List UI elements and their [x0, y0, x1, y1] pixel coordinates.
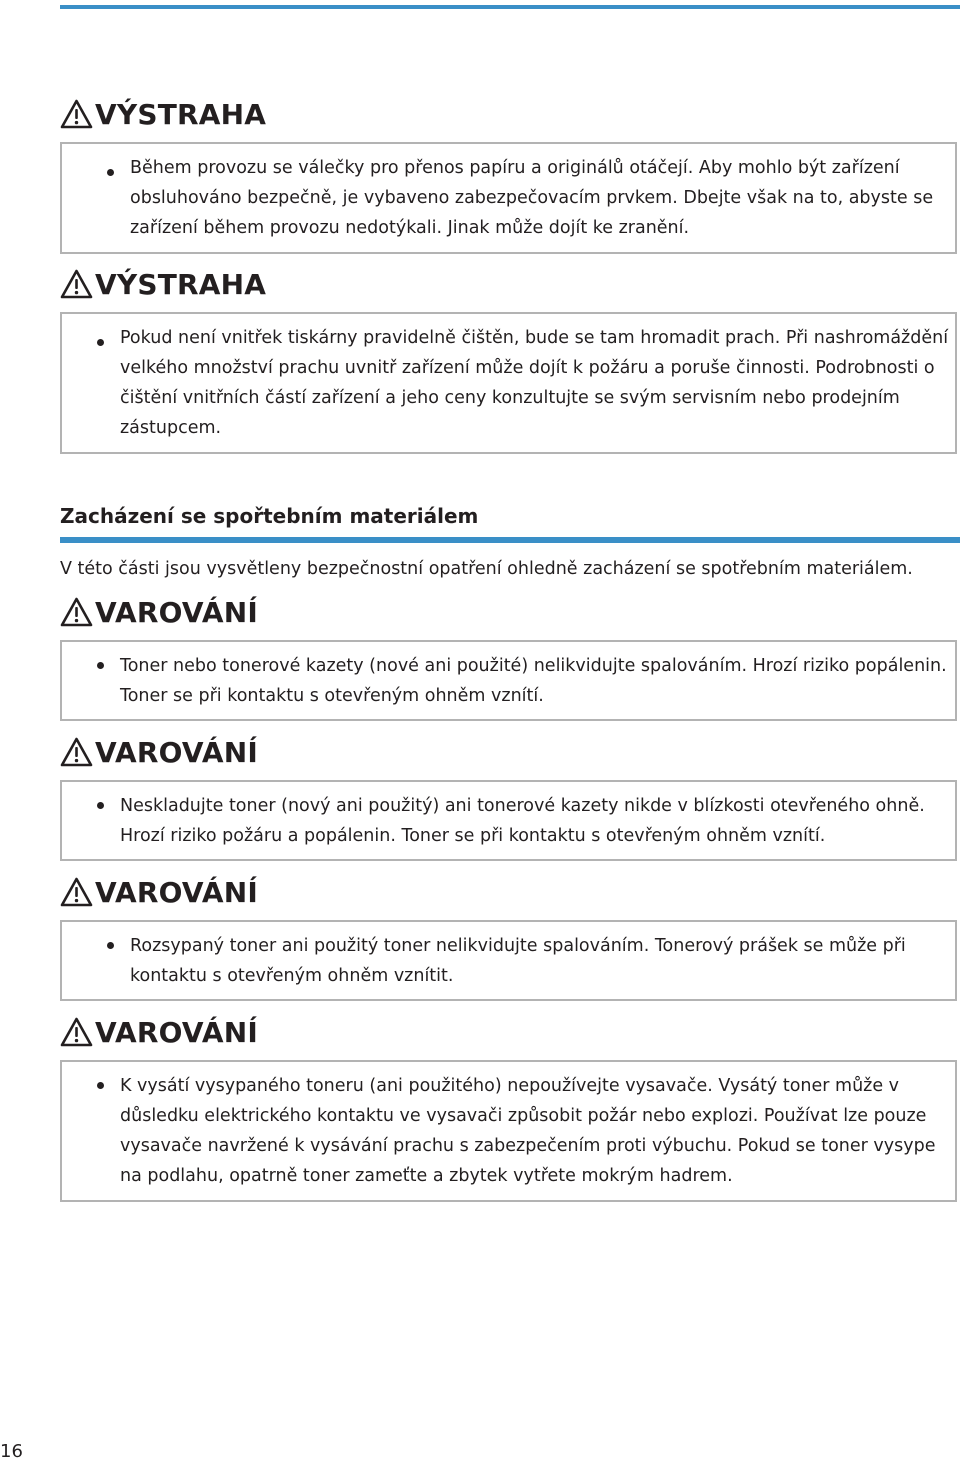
- caution-title: VAROVÁNÍ: [95, 1015, 258, 1049]
- section-heading: Zacházení se spořtebním materiálem: [60, 504, 479, 528]
- section-intro: V této části jsou vysvětleny bezpečnostní opatření ohledně zacházení se spotřebním materiálem.: [60, 559, 913, 579]
- warning-box-1: [60, 142, 957, 254]
- top-rule: [60, 5, 960, 9]
- warning-heading-2: [60, 264, 266, 304]
- bullet-icon: [97, 339, 104, 346]
- caution-heading-4: [60, 1012, 258, 1052]
- bullet-icon: [97, 662, 104, 669]
- warning-triangle-icon: [60, 269, 93, 299]
- caution-box-4: [60, 1060, 957, 1202]
- caution-text: Neskladujte toner (nový ani použitý) ani tonerové kazety nikde v blízkosti otevřeného ohně. Hrozí riziko požáru a popálenin. Toner se při kontaktu s otevřeným ohněm vznítí.: [120, 796, 925, 846]
- bullet-icon: [107, 942, 114, 949]
- warning-text: Pokud není vnitřek tiskárny pravidelně čištěn, bude se tam hromadit prach. Při nashromáždění velkého množství prachu uvnitř zařízení může dojít k požáru a poruše činnosti. Podrobnosti o čištění vnitřních částí zařízení a jeho ceny konzultujte se svým servisním nebo prodejním zástupcem.: [120, 328, 949, 438]
- caution-text: Rozsypaný toner ani použitý toner nelikvidujte spalováním. Tonerový prášek se může při kontaktu s otevřeným ohněm vznítit.: [130, 936, 906, 986]
- warning-box-2: [60, 312, 957, 454]
- caution-box-1: [60, 640, 957, 721]
- caution-title: VAROVÁNÍ: [95, 875, 258, 909]
- warning-triangle-icon: [60, 597, 93, 627]
- caution-heading-1: [60, 592, 258, 632]
- caution-text: Toner nebo tonerové kazety (nové ani použité) nelikvidujte spalováním. Hrozí riziko popálenin. Toner se při kontaktu s otevřeným ohněm vznítí.: [120, 656, 947, 706]
- caution-box-3: [60, 920, 957, 1001]
- warning-triangle-icon: [60, 99, 93, 129]
- bullet-icon: [107, 169, 114, 176]
- warning-text: Během provozu se válečky pro přenos papíru a originálů otáčejí. Aby mohlo být zařízení obsluhováno bezpečně, je vybaveno zabezpečovacím prvkem. Dbejte však na to, abyste se zařízení během provozu nedotýkali. Jinak může dojít ke zranění.: [130, 158, 934, 238]
- page-number: 16: [0, 1441, 23, 1462]
- bullet-icon: [97, 1082, 104, 1089]
- caution-title: VAROVÁNÍ: [95, 735, 258, 769]
- warning-triangle-icon: [60, 877, 93, 907]
- bullet-icon: [97, 802, 104, 809]
- warning-title: VÝSTRAHA: [95, 267, 267, 301]
- warning-title: VÝSTRAHA: [95, 97, 267, 131]
- section-rule: [60, 537, 960, 543]
- caution-title: VAROVÁNÍ: [95, 595, 258, 629]
- caution-heading-3: [60, 872, 258, 912]
- caution-box-2: [60, 780, 957, 861]
- caution-heading-2: [60, 732, 258, 772]
- warning-triangle-icon: [60, 737, 93, 767]
- warning-triangle-icon: [60, 1017, 93, 1047]
- warning-heading-1: [60, 94, 266, 134]
- caution-text: K vysátí vysypaného toneru (ani použitého) nepoužívejte vysavače. Vysátý toner může v důsledku elektrického kontaktu ve vysavači způsobit požár nebo explozi. Používat lze pouze vysavače navržené k vysávání prachu s zabezpečením proti výbuchu. Pokud se toner vysype na podlahu, opatrně toner zameťte a zbytek vytřete mokrým hadrem.: [120, 1076, 936, 1186]
